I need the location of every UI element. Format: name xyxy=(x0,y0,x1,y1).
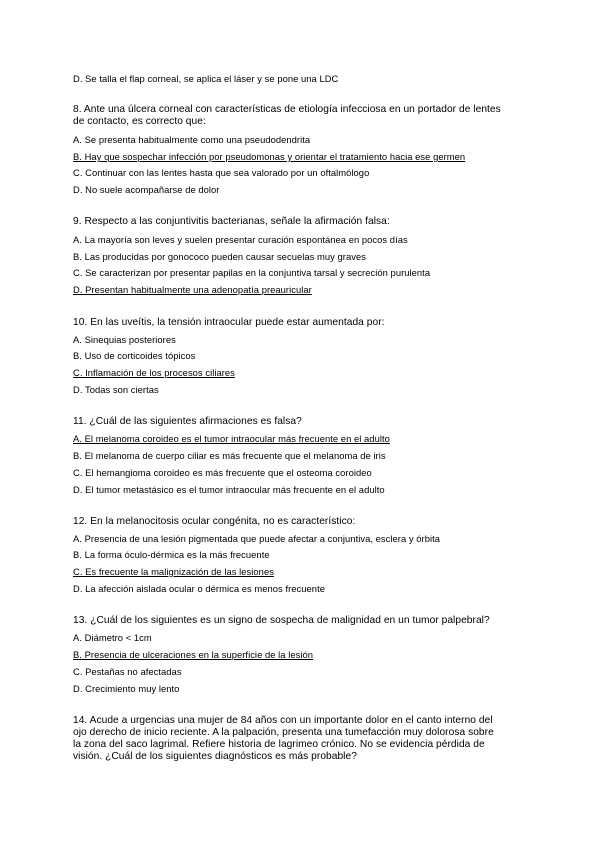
q11-option-d: D. El tumor metastásico es el tumor intraocular más frecuente en el adulto xyxy=(73,484,385,495)
q10-option-a: A. Sinequias posteriores xyxy=(73,334,176,345)
q10-stem: 10. En las uveítis, la tensión intraocular puede estar aumentada por: xyxy=(73,317,385,328)
q9-stem: 9. Respecto a las conjuntivitis bacterianas, señale la afirmación falsa: xyxy=(73,216,390,227)
q8-option-b-correct: B. Hay que sospechar infección por pseudomonas y orientar el tratamiento hacia ese germen xyxy=(73,151,466,162)
q11-option-a-correct: A. El melanoma coroideo es el tumor intraocular más frecuente en el adulto xyxy=(73,433,390,444)
q9-option-d-correct: D. Presentan habitualmente una adenopatía preauricular xyxy=(73,284,312,295)
q13-stem: 13. ¿Cuál de los siguientes es un signo de sospecha de malignidad en un tumor palpebral? xyxy=(73,615,490,626)
q14-stem-line3: la zona del saco lagrimal. Refiere historia de lagrimeo crónico. No se evidencia pérdida de xyxy=(73,739,485,750)
q9-option-a: A. La mayoría son leves y suelen presentar curación espontánea en pocos días xyxy=(73,234,408,245)
q13-option-b-correct: B. Presencia de ulceraciones en la superficie de la lesión xyxy=(73,649,314,660)
q10-option-c-correct: C. Inflamación de los procesos ciliares xyxy=(73,367,235,378)
q11-option-b: B. El melanoma de cuerpo ciliar es más frecuente que el melanoma de iris xyxy=(73,450,386,461)
q14-stem-line2: ojo derecho de inicio reciente. A la palpación, presenta una tumefacción muy dolorosa sobre xyxy=(73,727,494,738)
q10-option-d: D. Todas son ciertas xyxy=(73,384,159,395)
q8-stem-line2: de contacto, es correcto que: xyxy=(73,116,206,127)
q14-stem-line1: 14. Acude a urgencias una mujer de 84 años con un importante dolor en el canto interno del xyxy=(73,715,493,726)
q8-stem-line1: 8. Ante una úlcera corneal con características de etiología infecciosa en un portador de lentes xyxy=(73,104,501,115)
q8-option-c: C. Continuar con las lentes hasta que sea valorado por un oftalmólogo xyxy=(73,167,370,178)
q13-option-c: C. Pestañas no afectadas xyxy=(73,666,182,677)
q12-option-c-correct: C. Es frecuente la malignización de las lesiones xyxy=(73,566,274,577)
q10-option-b: B. Uso de corticoides tópicos xyxy=(73,350,196,361)
q8-option-a: A. Se presenta habitualmente como una pseudodendrita xyxy=(73,134,311,145)
prev-option-d: D. Se talla el flap corneal, se aplica el láser y se pone una LDC xyxy=(73,73,339,84)
q14-stem-line4: visión. ¿Cuál de los siguientes diagnósticos es más probable? xyxy=(73,751,357,762)
q11-option-c: C. El hemangioma coroideo es más frecuente que el osteoma coroideo xyxy=(73,467,372,478)
q12-option-b: B. La forma óculo-dérmica es la más frecuente xyxy=(73,549,270,560)
q11-stem: 11. ¿Cuál de las siguientes afirmaciones es falsa? xyxy=(73,416,302,427)
q12-stem: 12. En la melanocitosis ocular congénita, no es característico: xyxy=(73,516,356,527)
q8-option-d: D. No suele acompañarse de dolor xyxy=(73,184,220,195)
q12-option-d: D. La afección aislada ocular o dérmica es menos frecuente xyxy=(73,583,325,594)
q9-option-c: C. Se caracterizan por presentar papilas en la conjuntiva tarsal y secreción purulenta xyxy=(73,267,431,278)
q13-option-d: D. Crecimiento muy lento xyxy=(73,683,180,694)
q13-option-a: A. Diámetro < 1cm xyxy=(73,632,152,643)
q12-option-a: A. Presencia de una lesión pigmentada que puede afectar a conjuntiva, esclera y órbita xyxy=(73,533,441,544)
q9-option-b: B. Las producidas por gonococo pueden causar secuelas muy graves xyxy=(73,251,366,262)
